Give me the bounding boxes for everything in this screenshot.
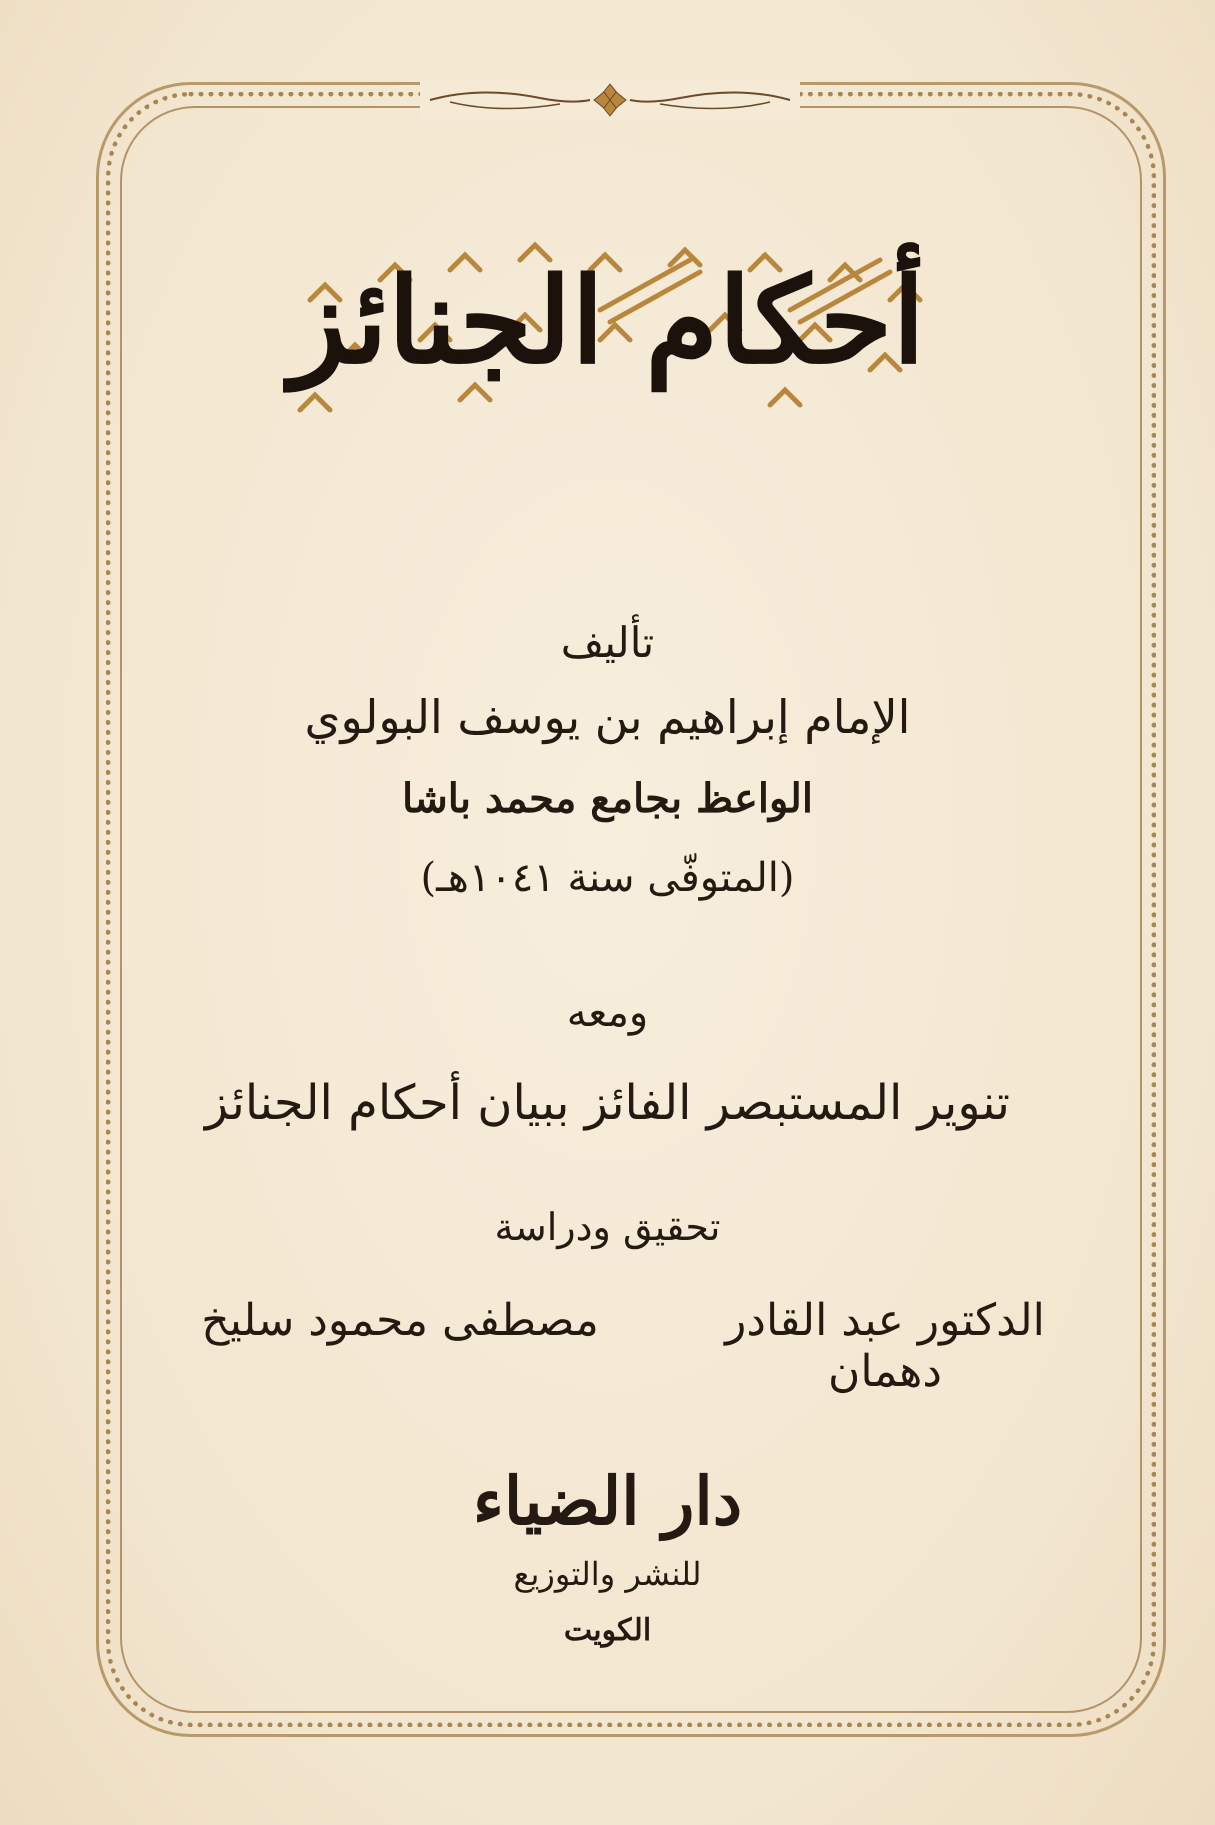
study-label: تحقيق ودراسة bbox=[494, 1205, 721, 1249]
companion-title: تنوير المستبصر الفائز ببيان أحكام الجنائز bbox=[204, 1075, 1011, 1131]
book-title: أحكام الجنائز bbox=[289, 251, 926, 390]
publisher-name: دار الضياء bbox=[472, 1462, 743, 1540]
author-role: الواعظ بجامع محمد باشا bbox=[402, 775, 813, 822]
top-ornament bbox=[420, 80, 800, 120]
author-name: الإمام إبراهيم بن يوسف البولوي bbox=[304, 690, 911, 744]
death-date: (المتوفّى سنة ١٠٤١هـ) bbox=[420, 855, 795, 901]
publisher-city: الكويت bbox=[563, 1613, 652, 1648]
editor-2: مصطفى محمود سليخ bbox=[201, 1295, 599, 1346]
flourish-ornament-icon bbox=[420, 80, 800, 120]
publisher-description: للنشر والتوزيع bbox=[513, 1555, 702, 1593]
author-label: تأليف bbox=[560, 618, 655, 667]
editor-1: الدكتور عبد القادر دهمان bbox=[725, 1295, 1045, 1397]
with-label: ومعه bbox=[566, 990, 649, 1036]
